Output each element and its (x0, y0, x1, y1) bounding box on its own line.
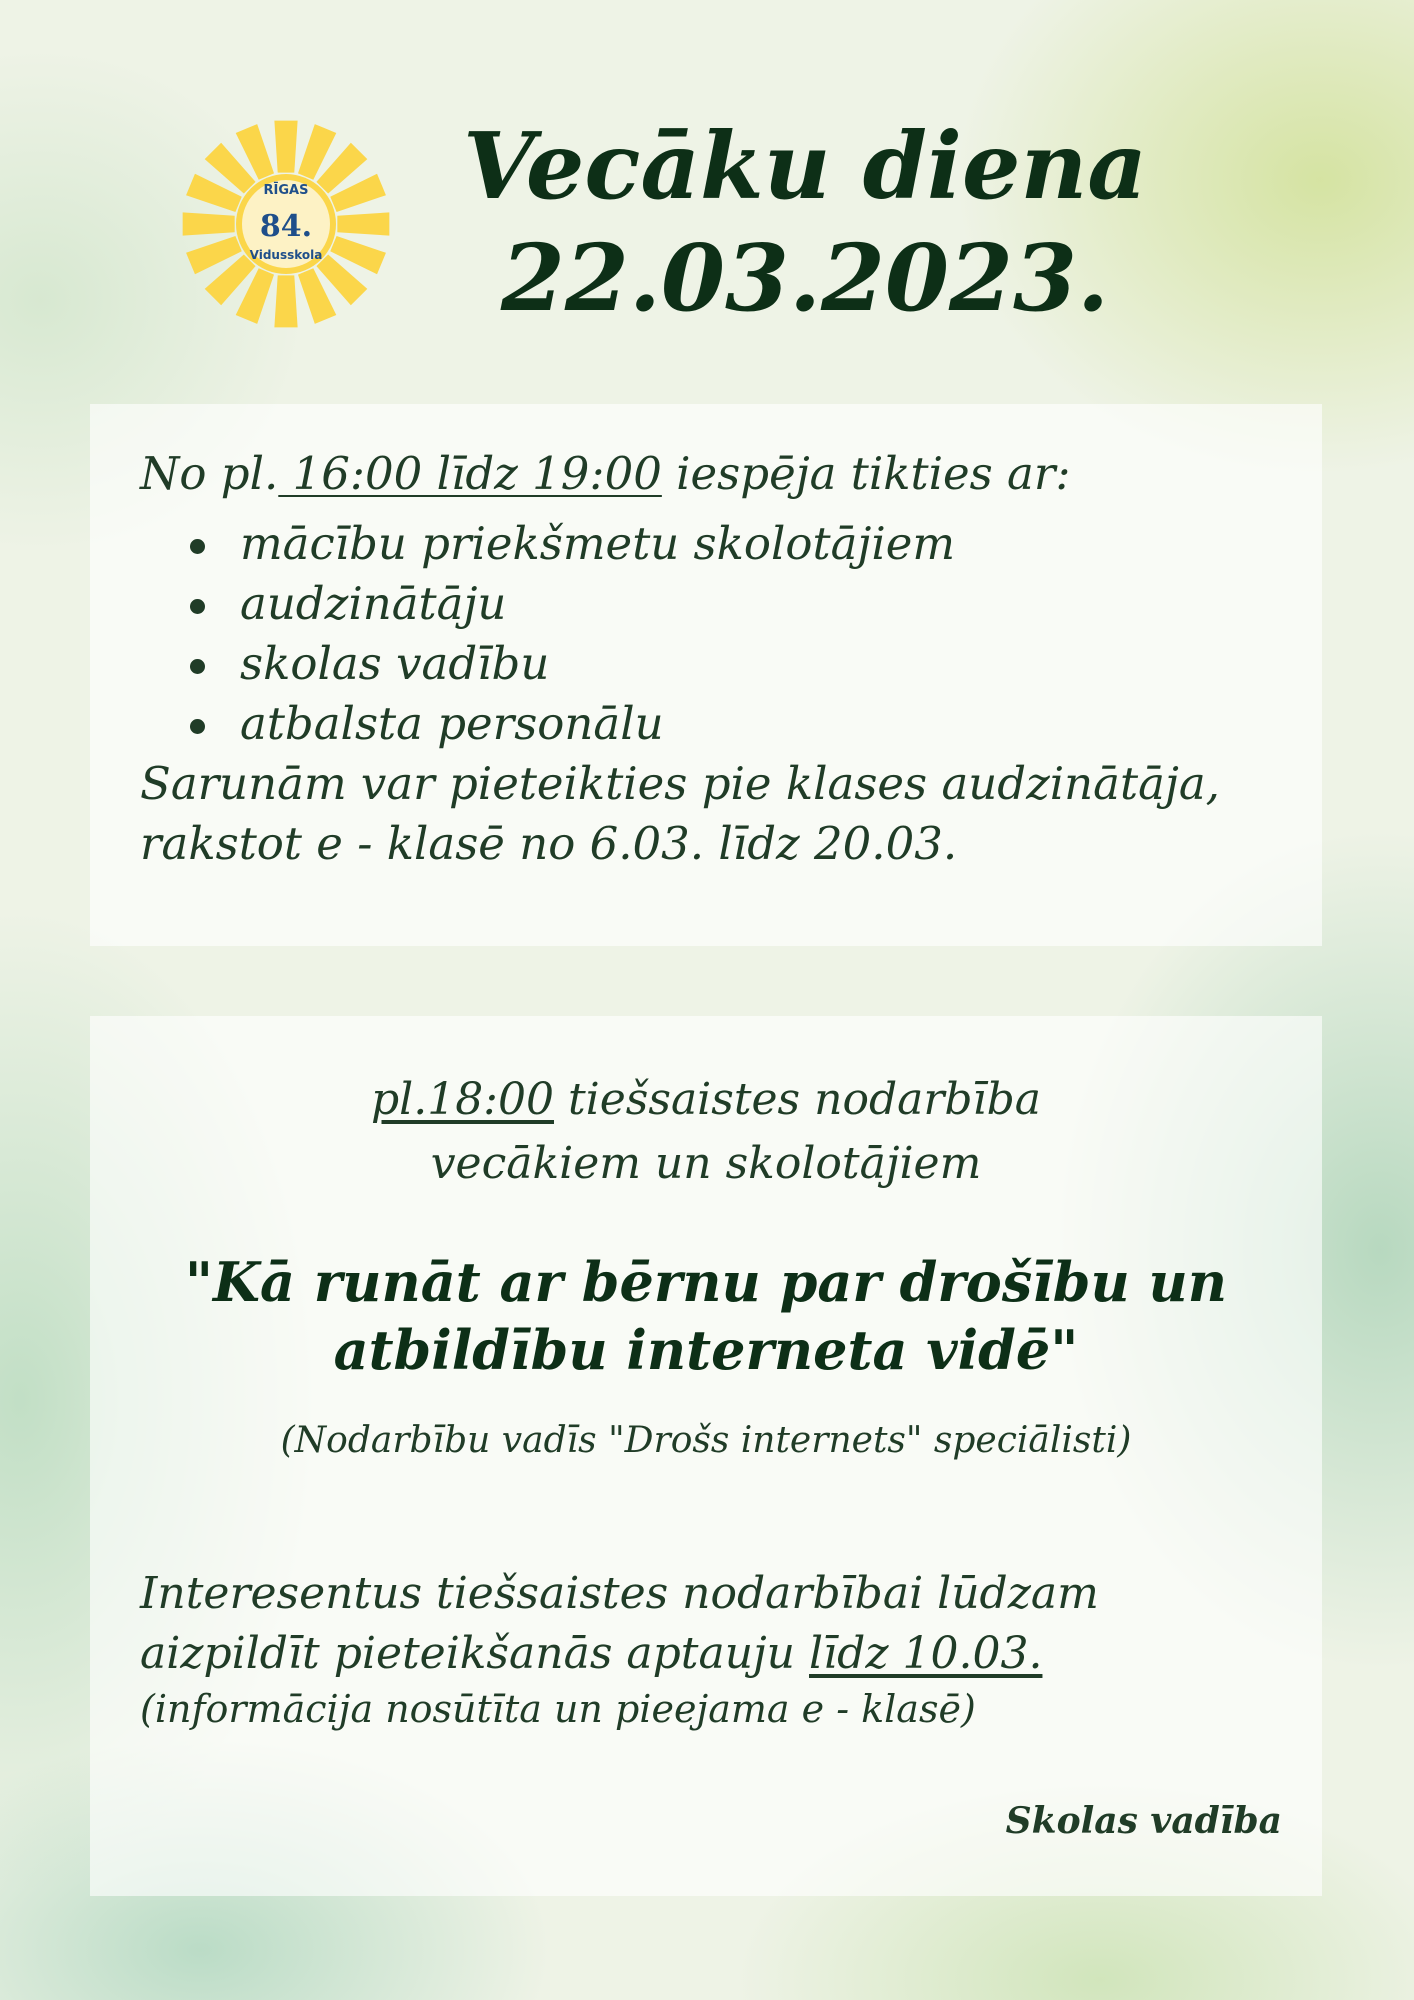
session-lead: (Nodarbību vadīs "Drošs internets" speciālisti) (280, 1420, 1132, 1461)
intro-suffix: iespēja tikties ar: (661, 447, 1071, 500)
sun-ray (274, 275, 297, 327)
contact-list (140, 514, 1290, 754)
session-panel (90, 1016, 1322, 1896)
session-heading (90, 1068, 1322, 1196)
signature: Skolas vadība (1005, 1800, 1282, 1842)
sun-ray (183, 212, 235, 235)
intro-time: 16:00 līdz 19:00 (278, 447, 662, 500)
invite-line-3: (informācija nosūtīta un pieejama e - klasē) (140, 1687, 976, 1731)
list-item: atbalsta personālu (240, 694, 1290, 754)
meeting-panel (90, 404, 1322, 946)
note-line-1: Sarunām var pieteikties pie klases audzinātāja, (140, 757, 1220, 810)
invite-line-1: Interesentus tiešsaistes nodarbībai lūdzam (140, 1568, 1099, 1619)
session-line-2: vecākiem un skolotājiem (430, 1138, 982, 1189)
invite-text (140, 1564, 1290, 1734)
intro-prefix: No pl. (140, 447, 279, 500)
invite-line-2 (140, 1624, 1290, 1684)
school-logo (178, 116, 394, 332)
invite-line-2-prefix: aizpildīt pieteikšanās aptauju (140, 1628, 810, 1679)
logo-top-text: RĪGAS (263, 183, 309, 198)
invite-deadline: līdz 10.03. (809, 1628, 1043, 1679)
title-text: Vecāku diena (462, 112, 1148, 220)
event-date: 22.03.2023. (500, 224, 1110, 332)
session-line-1-rest: tiešsaistes nodarbība (554, 1074, 1042, 1125)
session-time: pl.18:00 (370, 1074, 554, 1125)
session-topic (150, 1248, 1262, 1384)
list-item: skolas vadību (240, 634, 1290, 694)
topic-line-2: atbildību interneta vidē" (333, 1318, 1079, 1382)
sun-ray (274, 121, 297, 173)
logo-bottom-text: Vidusskola (249, 248, 323, 262)
logo-number: 84. (259, 209, 313, 244)
note-line-2: rakstot e - klasē no 6.03. līdz 20.03. (140, 817, 958, 870)
meeting-text (140, 444, 1290, 874)
meeting-intro (140, 444, 1290, 504)
session-line-1 (90, 1068, 1322, 1132)
sun-ray (337, 212, 389, 235)
list-item: mācību priekšmetu skolotājiem (240, 514, 1290, 574)
list-item: audzinātāju (240, 574, 1290, 634)
page-title (400, 110, 1210, 334)
topic-line-1: "Kā runāt ar bērnu par drošību un (184, 1250, 1228, 1314)
